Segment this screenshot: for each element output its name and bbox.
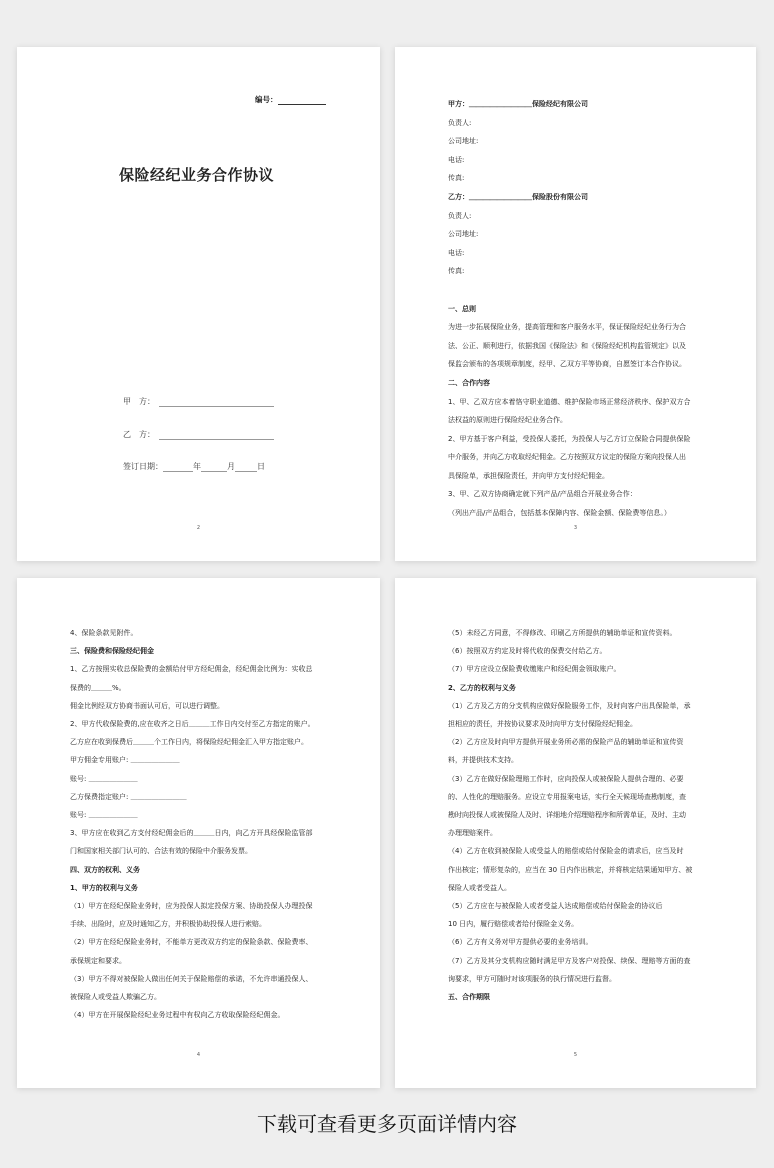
text-line: 保监会颁布的各项规章制度，经甲、乙双方平等协商，自愿签订本合作协议。 [448,360,686,369]
page-number: 3 [573,525,578,531]
download-more-caption: 下载可查看更多页面详情内容 [257,1112,517,1136]
text-line: （5）乙方应在与被保险人或者受益人达成赔偿或给付保险金的协议后 [448,902,663,911]
text-line: 门和国家相关部门认可的、合法有效的保险中介服务发票。 [70,847,252,856]
party-b-sign-row [123,429,274,440]
month-blank [201,471,227,472]
section-heading: 五、合作期限 [448,993,490,1002]
party-b-blank [159,439,274,440]
text-line: 账号: ＿＿＿＿＿＿＿ [70,774,138,783]
text-line: （5）未经乙方同意，不得修改、印刷乙方所提供的辅助单证和宣传资料。 [448,629,677,637]
document-title: 保险经纪业务合作协议 [119,166,275,184]
contract-number-label: 编号： [255,95,278,104]
text-line: 勘时向投保人或被保险人及时、详细地介绍理赔程序和所需单证，及时、主动 [448,811,686,820]
day-label: 日 [257,462,265,471]
text-line: 乙方应在收到保费后＿＿＿个工作日内，将保险经纪佣金汇入甲方指定账户。 [70,738,308,747]
section-heading: 乙方：＿＿＿＿＿＿＿＿＿保险股份有限公司 [448,192,588,201]
text-line: 作出核定；情形复杂的，应当在 30 日内作出核定，并将核定结果通知甲方、被 [448,865,693,874]
cover-page [17,47,380,561]
text-line: 担相应的责任，并按协议要求及时向甲方支付保险经纪佣金。 [448,720,637,729]
month-label: 月 [227,462,235,471]
text-line: （4）乙方在收到被保险人或受益人的赔偿或给付保险金的请求后，应当及时 [448,847,684,856]
text-line: （2）甲方在经纪保险业务时，不能单方更改双方约定的保险条款、保险费率、 [70,938,313,947]
text-line: （4）甲方在开展保险经纪业务过程中有权向乙方收取保险经纪佣金。 [70,1011,285,1020]
text-line: 办理理赔案件。 [448,829,497,838]
page-number: 2 [196,525,201,531]
contract-number-blank [278,104,326,105]
party-b-label: 乙 方： [123,430,155,439]
page-number: 4 [196,1052,201,1058]
text-line: 3、甲方应在收到乙方支付经纪佣金后的＿＿＿日内，向乙方开具经保险监管部 [70,829,313,838]
page-body [448,95,718,523]
contract-page-4 [17,578,380,1088]
sign-date-row [123,461,265,472]
text-line: （1）乙方及乙方的分支机构应做好保险服务工作，及时向客户出具保险单，承 [448,701,691,710]
party-a-sign-row [123,396,274,407]
text-line: 法权益的原则进行保险经纪业务合作。 [448,416,567,425]
text-line: 传真: [448,267,465,276]
contract-page-5 [395,578,756,1088]
text-line: 保险人或者受益人。 [448,883,511,892]
party-a-blank [159,406,274,407]
text-line: 被保险人或受益人欺骗乙方。 [70,993,161,1002]
text-line: 账号: ＿＿＿＿＿＿＿ [70,811,138,820]
text-line: 为进一步拓展保险业务，提高管理和客户服务水平，保证保险经纪业务行为合 [448,323,686,332]
day-blank [235,471,257,472]
text-line: 10 日内，履行赔偿或者给付保险金义务。 [448,920,579,929]
year-label: 年 [193,462,201,471]
year-blank [163,471,193,472]
section-heading: 2、乙方的权利与义务 [448,683,516,692]
text-line: （2）乙方应及时向甲方提供开展业务所必需的保险产品的辅助单证和宣传资 [448,738,684,747]
sign-date-label: 签订日期： [123,462,163,471]
text-line: 保费的＿＿＿%。 [70,683,126,692]
text-line: 承保规定和要求。 [70,956,126,965]
text-line: 1、甲、乙双方应本着恪守职业道德、维护保险市场正常经济秩序、保护双方合 [448,397,691,406]
section-heading: 四、双方的权利、义务 [70,865,140,874]
text-line: 公司地址: [448,230,479,239]
page-body [448,624,718,1006]
text-line: 具保险单，承担保险责任，并向甲方支付经纪佣金。 [448,471,609,480]
text-line: 传真: [448,174,465,183]
text-line: （7）甲方应设立保险费收缴账户和经纪佣金领取账户。 [448,665,621,674]
text-line: 2、甲方基于客户利益，受投保人委托，为投保人与乙方订立保险合同提供保险 [448,434,691,443]
contract-number-row [255,94,326,105]
text-line: 佣金比例经双方协商书面认可后，可以进行调整。 [70,701,224,710]
text-line: （6）乙方有义务对甲方提供必要的业务培训。 [448,938,593,947]
text-line [448,281,718,300]
section-heading: 二、合作内容 [448,378,490,387]
text-line: 电话: [448,248,465,257]
text-line: （列出产品/产品组合，包括基本保障内容、保险金额、保险费等信息。） [448,509,671,518]
section-heading: 1、甲方的权利与义务 [70,883,138,892]
section-heading: 甲方：＿＿＿＿＿＿＿＿＿保险经纪有限公司 [448,100,588,108]
text-line: 法、公正、顺利进行，依据我国《保险法》和《保险经纪机构监管规定》以及 [448,341,686,350]
text-line: 2、甲方代收保险费的,应在收齐之日后＿＿＿工作日内交付至乙方指定的账户。 [70,720,315,729]
text-line: 甲方佣金专用账户: ＿＿＿＿＿＿＿ [70,756,180,765]
text-line: 负责人: [448,211,472,220]
text-line: 手续、出险时，应及时通知乙方，并积极协助投保人进行索赔。 [70,920,266,929]
text-line: 3、甲、乙双方协商确定就下列产品/产品组合开展业务合作： [448,490,637,499]
text-line: 询要求，甲方可随时对该项服务的执行情况进行监督。 [448,974,616,983]
page-body [70,624,342,1024]
text-line: 4、保险条款见附件。 [70,629,138,637]
text-line: 电话: [448,155,465,164]
text-line: 负责人: [448,118,472,127]
text-line: 1、乙方按照实收总保险费的金额给付甲方经纪佣金，经纪佣金比例为：实收总 [70,665,313,674]
text-line: （6）按照双方约定及时将代收的保费交付给乙方。 [448,647,607,656]
section-heading: 一、总则 [448,304,476,313]
section-heading: 三、保险费和保险经纪佣金 [70,647,154,656]
party-a-label: 甲 方： [123,397,155,406]
text-line: 乙方保费指定账户: ＿＿＿＿＿＿＿＿ [70,792,187,801]
text-line: 料，并提供技术支持。 [448,756,518,765]
text-line: （3）甲方不得对被保险人做出任何关于保险赔偿的承诺，不允许串通投保人、 [70,974,313,983]
contract-page-3 [395,47,756,561]
text-line: （1）甲方在经纪保险业务时，应为投保人拟定投保方案、协助投保人办理投保 [70,902,313,911]
page-number: 5 [573,1052,578,1058]
text-line: 中介服务，并向乙方收取经纪佣金。乙方按照双方议定的保险方案向投保人出 [448,453,686,462]
text-line: （7）乙方及其分支机构应随时满足甲方及客户对投保、续保、理赔等方面的查 [448,956,691,965]
text-line: 公司地址: [448,137,479,146]
text-line: （3）乙方在做好保险理赔工作时，应向投保人或被保险人提供合理的、必要 [448,774,684,783]
text-line: 的、人性化的理赔服务。应设立专用报案电话，实行全天候现场查勘制度，查 [448,792,686,801]
